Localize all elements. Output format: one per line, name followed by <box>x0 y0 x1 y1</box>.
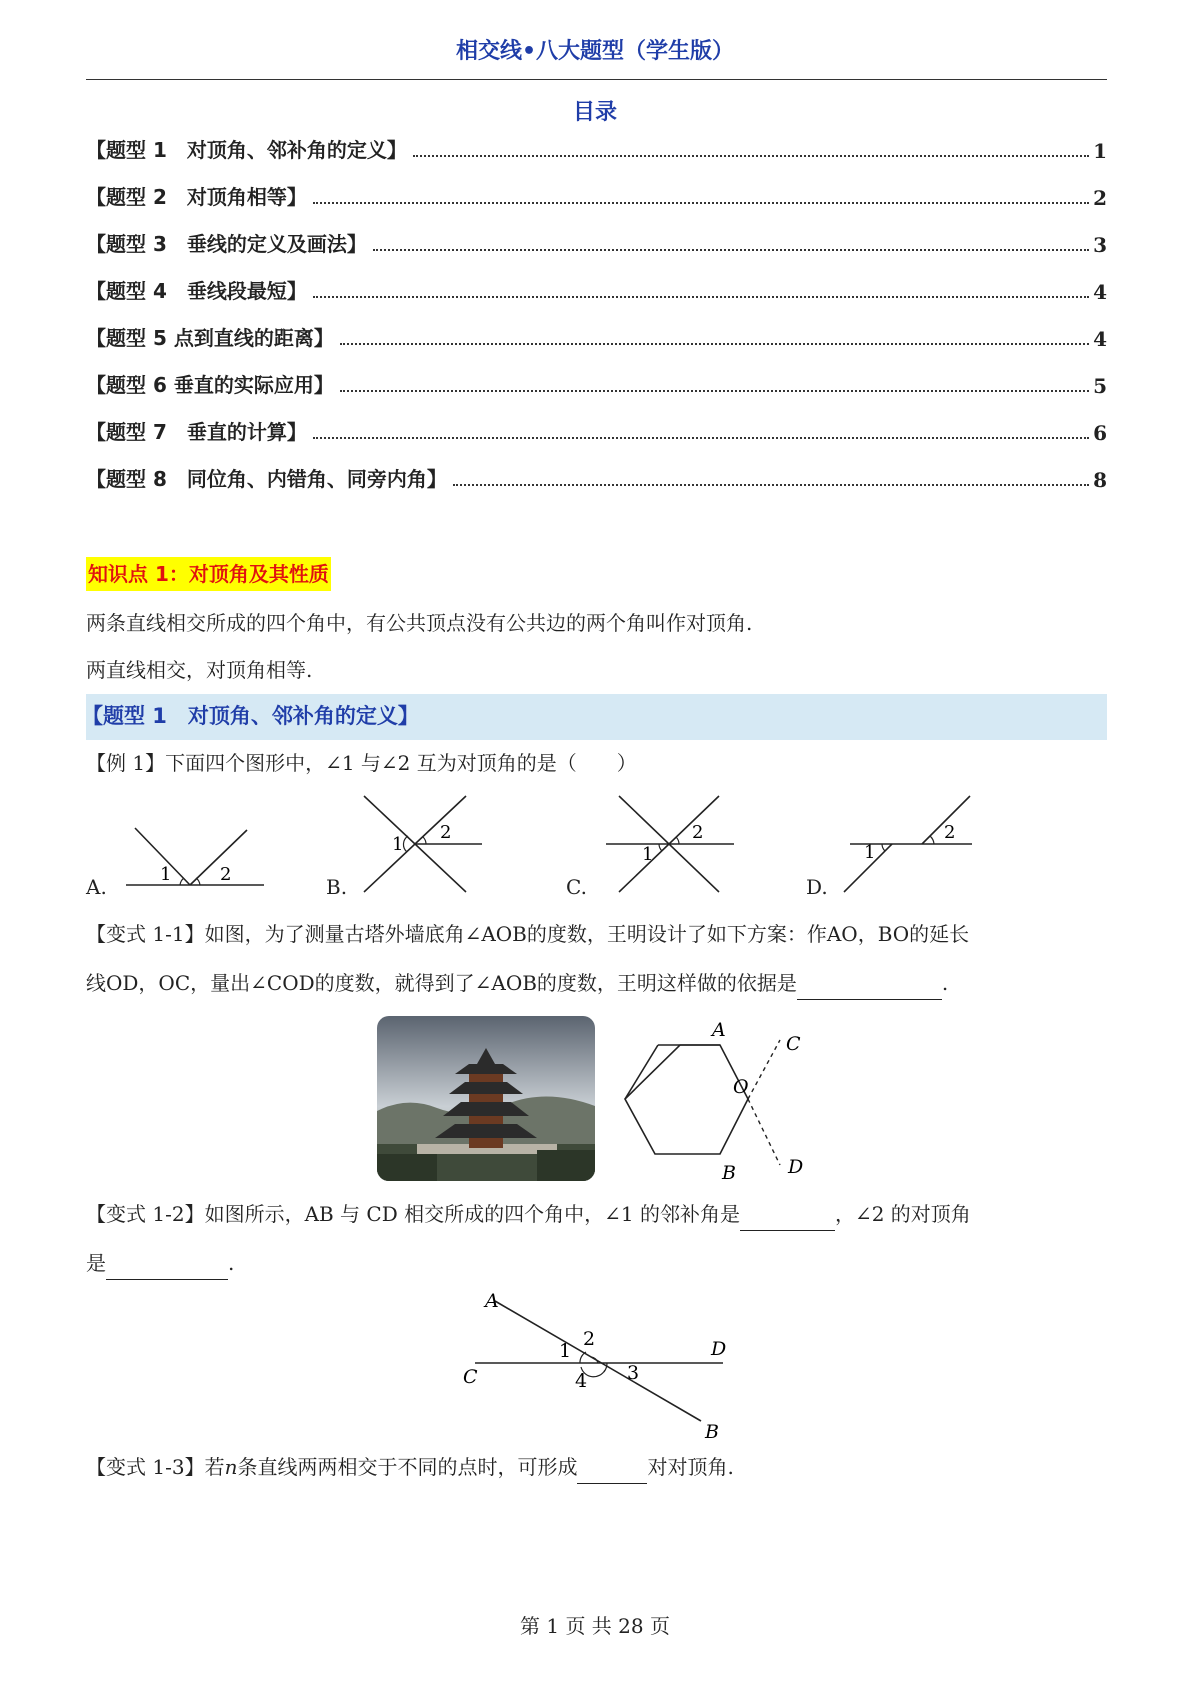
option-c-label: C. <box>566 875 587 899</box>
variant-1-2-text-c: 是 <box>86 1251 106 1275</box>
toc-entry[interactable] <box>86 133 1107 163</box>
point-label-d: D <box>788 1156 804 1178</box>
ancient-tower-photo <box>377 1016 595 1181</box>
answer-blank[interactable] <box>106 1257 228 1280</box>
toc-leader <box>453 484 1089 486</box>
point-label-o: O <box>733 1076 749 1098</box>
angle-label: 1 <box>642 844 654 865</box>
toc-page-number: 8 <box>1093 468 1107 492</box>
knowledge-definition: 两条直线相交所成的四个角中，有公共顶点没有公共边的两个角叫作对顶角. <box>86 611 753 635</box>
variant-1-2-text-b: ，∠2 的对顶角 <box>834 1202 971 1226</box>
toc-page-number: 6 <box>1093 421 1107 445</box>
toc-entry-label: 【题型 4 垂线段最短】 <box>86 279 307 303</box>
variant-1-2-line2 <box>86 1246 1107 1280</box>
point-label-d: D <box>711 1338 727 1360</box>
option-c-figure <box>604 792 744 897</box>
angle-label-4: 4 <box>575 1370 588 1392</box>
variant-1-2-text-a: 【变式 1-2】如图所示，AB 与 CD 相交所成的四个角中，∠1 的邻补角是 <box>86 1202 740 1226</box>
toc-page-number: 1 <box>1093 139 1107 163</box>
variant-1-1-text: 线OD，OC，量出∠COD的度数，就得到了∠AOB的度数，王明这样做的依据是 <box>86 971 797 995</box>
toc-leader <box>373 249 1089 251</box>
angle-label: 2 <box>692 822 704 843</box>
point-label-a: A <box>712 1019 726 1041</box>
toc-page-number: 3 <box>1093 233 1107 257</box>
header-divider <box>86 79 1107 80</box>
page-footer: 第 1 页 共 28 页 <box>520 1614 670 1638</box>
document-header-title: 相交线•八大题型（学生版） <box>455 39 735 64</box>
intersecting-lines-figure <box>455 1283 735 1443</box>
angle-label: 2 <box>440 822 452 843</box>
point-label-b: B <box>722 1162 736 1184</box>
hexagon-angle-figure <box>620 1015 810 1185</box>
toc-page-number: 5 <box>1093 374 1107 398</box>
variant-1-3-text-c: 对对顶角. <box>647 1455 734 1479</box>
example-1-question: 【例 1】下面四个图形中，∠1 与∠2 互为对顶角的是（ ） <box>86 751 637 775</box>
toc-entry[interactable] <box>86 227 1107 257</box>
variant-1-3-question <box>86 1450 1107 1484</box>
toc-page-number: 4 <box>1093 280 1107 304</box>
angle-label-2: 2 <box>583 1328 596 1350</box>
toc-leader <box>313 202 1089 204</box>
option-a-label: A. <box>86 875 107 899</box>
angle-label: 1 <box>864 842 876 863</box>
toc-title: 目录 <box>572 100 617 125</box>
toc-entry-label: 【题型 6 垂直的实际应用】 <box>86 373 334 397</box>
option-b-figure <box>356 792 486 897</box>
knowledge-property: 两直线相交，对顶角相等. <box>86 658 313 682</box>
toc-entry[interactable] <box>86 415 1107 445</box>
angle-label: 2 <box>220 864 232 885</box>
answer-blank[interactable] <box>797 977 942 1000</box>
angle-label: 1 <box>160 864 172 885</box>
answer-blank[interactable] <box>740 1208 835 1231</box>
option-d-label: D. <box>806 875 828 899</box>
variant-1-2-line1 <box>86 1197 1107 1231</box>
toc-entry[interactable] <box>86 274 1107 304</box>
toc-entry[interactable] <box>86 462 1107 492</box>
toc-leader <box>313 437 1089 439</box>
point-label-c: C <box>786 1033 801 1055</box>
variant-1-3-text-a: 【变式 1-3】若 <box>86 1455 225 1479</box>
angle-label-1: 1 <box>559 1340 572 1362</box>
point-label-a: A <box>485 1290 499 1312</box>
variant-1-1-end: . <box>941 971 949 995</box>
angle-label: 2 <box>944 822 956 843</box>
angle-label-3: 3 <box>627 1362 640 1384</box>
toc-leader <box>413 155 1089 157</box>
answer-blank[interactable] <box>577 1461 647 1484</box>
toc-entry[interactable] <box>86 180 1107 210</box>
toc-leader <box>313 296 1089 298</box>
toc-entry-label: 【题型 5 点到直线的距离】 <box>86 326 334 350</box>
knowledge-point-title: 知识点 1：对顶角及其性质 <box>86 557 331 591</box>
toc-page-number: 4 <box>1093 327 1107 351</box>
variable-n: n <box>224 1455 238 1479</box>
variant-1-1-line1: 【变式 1-1】如图，为了测量古塔外墙底角∠AOB的度数，王明设计了如下方案：作AO，BO的延长 <box>86 922 970 946</box>
option-d-figure <box>840 792 980 897</box>
toc-entry[interactable] <box>86 368 1107 398</box>
angle-label: 1 <box>392 834 404 855</box>
toc-entry-label: 【题型 1 对顶角、邻补角的定义】 <box>86 138 407 162</box>
toc-entry-label: 【题型 7 垂直的计算】 <box>86 420 307 444</box>
option-a-figure <box>120 820 270 900</box>
variant-1-3-text-b: 条直线两两相交于不同的点时，可形成 <box>237 1455 578 1479</box>
toc-entry[interactable] <box>86 321 1107 351</box>
toc-leader <box>340 390 1089 392</box>
variant-1-1-line2 <box>86 966 1107 1000</box>
toc-entry-label: 【题型 2 对顶角相等】 <box>86 185 307 209</box>
variant-1-2-text-d: . <box>228 1251 235 1275</box>
point-label-c: C <box>463 1366 478 1388</box>
option-b-label: B. <box>326 875 348 899</box>
toc-entry-label: 【题型 8 同位角、内错角、同旁内角】 <box>86 467 447 491</box>
toc-entry-label: 【题型 3 垂线的定义及画法】 <box>86 232 367 256</box>
point-label-b: B <box>705 1421 719 1443</box>
toc-page-number: 2 <box>1093 186 1107 210</box>
toc-leader <box>340 343 1089 345</box>
section-title: 【题型 1 对顶角、邻补角的定义】 <box>82 704 419 728</box>
